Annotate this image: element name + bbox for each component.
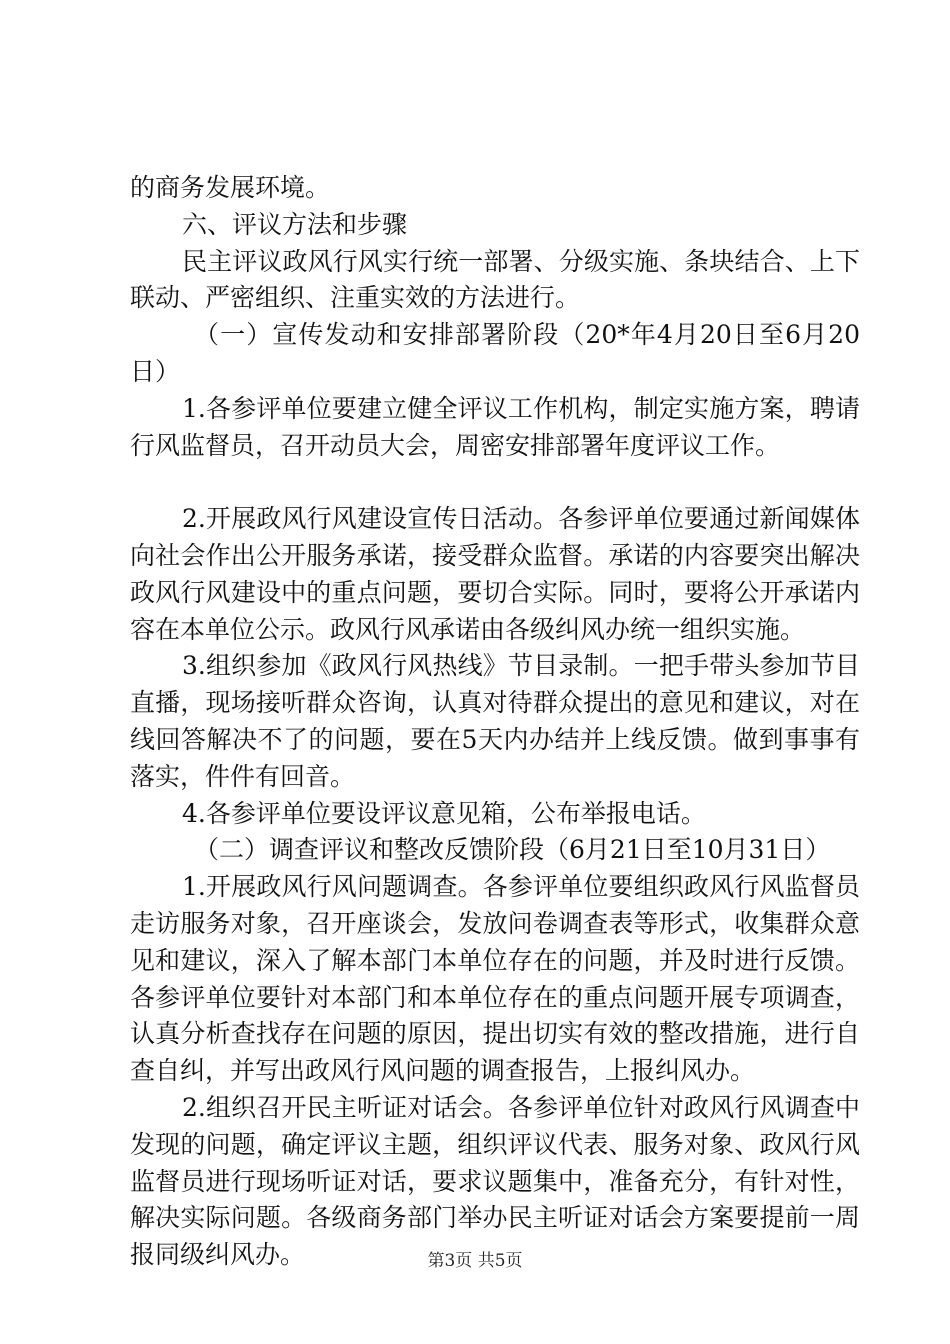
stage-heading-2: （二）调查评议和整改反馈阶段（6月21日至10月31日） — [194, 835, 831, 865]
page-number: 第3页 共5页 — [427, 1251, 523, 1271]
stage-heading-1: （一）宣传发动和安排部署阶段（20*年4月20日至6月20日） — [130, 320, 860, 386]
paragraph-item: 4.各参评单位要设评议意见箱，公布举报电话。 — [182, 798, 706, 828]
blank-line — [130, 464, 860, 501]
section-heading: 六、评议方法和步骤 — [182, 209, 408, 239]
paragraph-continuation: 的商务发展环境。 — [130, 173, 331, 202]
paragraph-item: 2.组织召开民主听证对话会。各参评单位针对政风行风调查中发现的问题，确定评议主题，组织评议代表、服务对象、政风行风监督员进行现场听证对话，要求议题集中，准备充分，有针对性，解决实际问题。各级商务部门举办民主听证对话会方案要提前一周报同级纠风办。 — [130, 1092, 860, 1270]
paragraph-item: 1.各参评单位要建立健全评议工作机构，制定实施方案，聘请行风监督员，召开动员大会，周密安排部署年度评议工作。 — [130, 393, 860, 460]
paragraph-item: 2.开展政风行风建设宣传日活动。各参评单位要通过新闻媒体向社会作出公开服务承诺，接受群众监督。承诺的内容要突出解决政风行风建设中的重点问题，要切合实际。同时，要将公开承诺内容在本单位公示。政风行风承诺由各级纠风办统一组织实施。 — [130, 504, 860, 644]
document-body — [130, 170, 860, 1274]
paragraph-item: 3.组织参加《政风行风热线》节目录制。一把手带头参加节目直播，现场接听群众咨询，认真对待群众提出的意见和建议，对在线回答解决不了的问题，要在5天内办结并上线反馈。做到事事有落实，件件有回音。 — [130, 651, 860, 791]
paragraph-item: 1.开展政风行风问题调查。各参评单位要组织政风行风监督员走访服务对象，召开座谈会，发放问卷调查表等形式，收集群众意见和建议，深入了解本部门本单位存在的问题，并及时进行反馈。各参评单位要针对本部门和本单位存在的重点问题开展专项调查，认真分析查找存在问题的原因，提出切实有效的整改措施，进行自查自纠，并写出政风行风问题的调查报告，上报纠风办。 — [130, 872, 860, 1086]
paragraph-method: 民主评议政风行风实行统一部署、分级实施、条块结合、上下联动、严密组织、注重实效的方法进行。 — [130, 246, 860, 313]
